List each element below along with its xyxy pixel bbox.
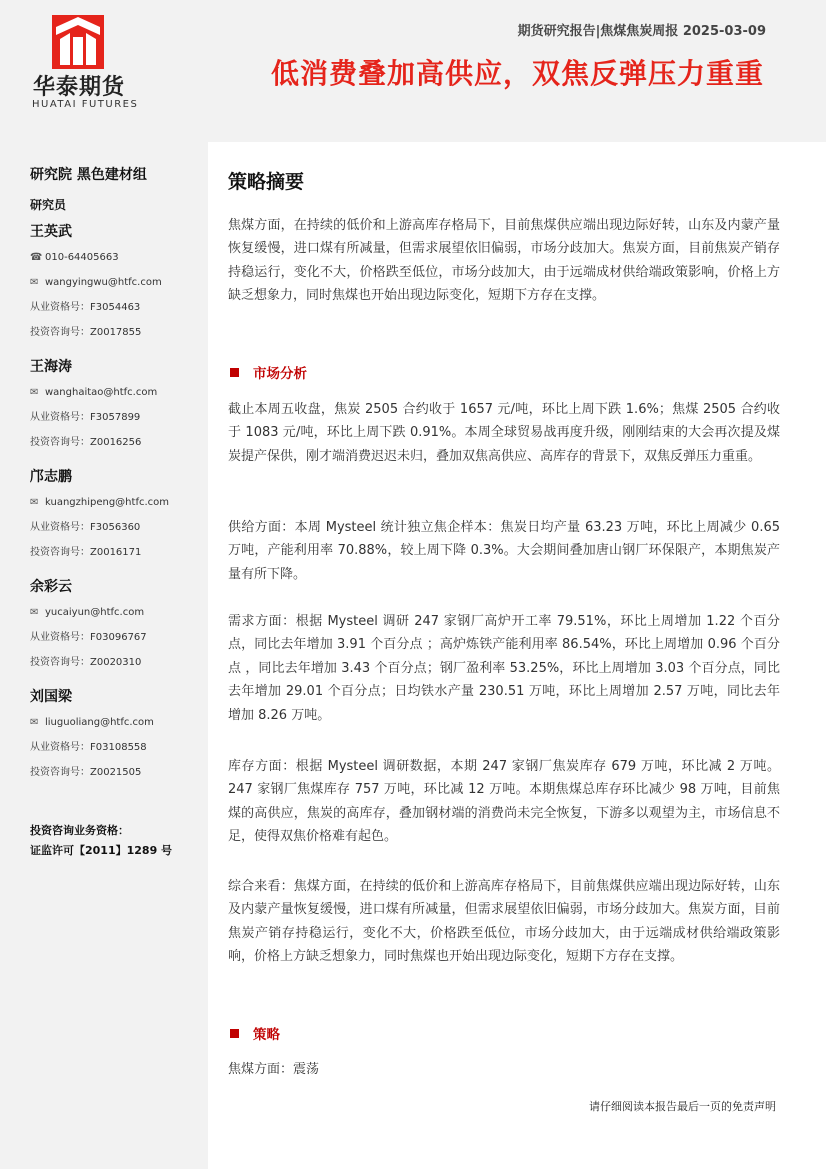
envelope-icon: ✉ [30,387,39,398]
market-paragraph-demand: 需求方面：根据 Mysteel 调研 247 家钢厂高炉开工率 79.51%，环比上周增加 1.22 个百分点，同比去年增加 3.91 个百分点 ；高炉炼铁产能利用率 86.54%，环比上周增加 0.96 个百分点 ，同比去年增加 3.43 个百分点；钢厂盈利率 53.25%，环比上周增加 3.03 个百分点，同比去年增加 29.01 个百分点；日均铁水产量 230.51 万吨，环比上周增加 2.57 万吨，同比去年增加 8.26 万吨。 [228,614,780,723]
analyst-consult-number: 投资咨询号：Z0017855 [30,327,142,338]
disclaimer-note: 请仔细阅读本报告最后一页的免责声明 [589,1100,776,1113]
envelope-icon: ✉ [30,497,39,508]
analyst-email[interactable]: ✉ wangyingwu@htfc.com [30,277,162,288]
analyst-consult-number: 投资咨询号：Z0020310 [30,657,142,668]
envelope-icon: ✉ [30,607,39,618]
envelope-icon: ✉ [30,277,39,288]
phone-icon: ☎ [30,252,43,263]
report-type-date: 期货研究报告|焦煤焦炭周报 2025-03-09 [517,24,766,39]
research-group: 研究院 黑色建材组 [30,167,147,183]
analyst-name: 王海涛 [30,359,72,375]
analyst-card [30,223,200,351]
red-square-bullet-icon [230,368,239,377]
report-title: 低消费叠加高供应，双焦反弹压力重重 [270,57,764,90]
market-analysis-heading: 市场分析 [230,362,307,382]
analyst-name: 余彩云 [30,579,72,595]
analyst-card [30,468,200,571]
analyst-email[interactable]: ✉ wanghaitao@htfc.com [30,387,158,398]
analyst-email[interactable]: ✉ liuguoliang@htfc.com [30,717,154,728]
analyst-consult-number: 投资咨询号：Z0016171 [30,547,142,558]
certification-block [30,821,172,861]
red-square-bullet-icon [230,1029,239,1038]
analyst-phone: ☎ 010-64405663 [30,252,119,263]
analyst-name: 王英武 [30,224,72,240]
cert-label: 投资咨询业务资格： [30,824,129,837]
analyst-email[interactable]: ✉ yucaiyun@htfc.com [30,607,145,618]
analyst-card [30,688,200,791]
huatai-logo-icon [52,15,104,69]
strategy-heading: 策略 [230,1023,280,1043]
logo-chinese-name: 华泰期货 [33,75,126,100]
market-paragraph-supply: 供给方面：本周 Mysteel 统计独立焦企样本：焦炭日均产量 63.23 万吨，环比上周减少 0.65 万吨，产能利用率 70.88%，较上周下降 0.3%。大会期间叠加唐山钢厂环保限产，本期焦炭产量有所下降。 [228,520,780,582]
analyst-qualification: 从业资格号：F3056360 [30,522,141,533]
analyst-qualification: 从业资格号：F03096767 [30,632,147,643]
analyst-card [30,358,200,461]
strategy-summary-title: 策略摘要 [228,171,305,193]
report-header [0,0,826,142]
analyst-qualification: 从业资格号：F03108558 [30,742,147,753]
cert-license: 证监许可【2011】1289 号 [30,844,173,857]
market-paragraph-conclusion: 综合来看：焦煤方面，在持续的低价和上游高库存格局下，目前焦煤供应端出现边际好转，山东及内蒙产量恢复缓慢，进口煤有所减量，但需求展望依旧偏弱，市场分歧加大。焦炭方面，目前焦炭产销存持稳运行，变化不大，价格跌至低位，市场分歧加大，由于远端成材供给端政策影响，价格上方缺乏想象力，同时焦煤也开始出现边际变化，短期下方存在支撑。 [228,879,780,965]
analyst-consult-number: 投资咨询号：Z0021505 [30,767,142,778]
market-paragraph-price: 截止本周五收盘，焦炭 2505 合约收于 1657 元/吨，环比上周下跌 1.6%；焦煤 2505 合约收于 1083 元/吨，环比上周下跌 0.91%。本周全球贸易战再度升级，刚刚结束的大会再次提及煤炭提产保供，刚才端消费迟迟未归，叠加双焦高供应、高库存的背景下，双焦反弹压力重重。 [228,402,780,464]
market-paragraph-inventory: 库存方面：根据 Mysteel 调研数据，本期 247 家钢厂焦炭库存 679 万吨，环比减 2 万吨。247 家钢厂焦煤库存 757 万吨，环比减 12 万吨。本期焦煤总库存环比减少 98 万吨，目前焦煤的高供应，焦炭的高库存，叠加钢材端的消费尚未完全恢复，下游多以观望为主，市场信息不足，使得双焦价格难有起色。 [228,759,780,845]
researcher-label: 研究员 [30,198,67,212]
analyst-name: 刘国梁 [30,689,72,705]
analyst-name: 邝志鹏 [30,469,72,485]
strategy-text: 焦煤方面：震荡 [228,1062,320,1077]
analyst-qualification: 从业资格号：F3057899 [30,412,141,423]
envelope-icon: ✉ [30,717,39,728]
summary-paragraph: 焦煤方面，在持续的低价和上游高库存格局下，目前焦煤供应端出现边际好转，山东及内蒙产量恢复缓慢，进口煤有所减量，但需求展望依旧偏弱，市场分歧加大。焦炭方面，目前焦炭产销存持稳运行，变化不大，价格跌至低位，市场分歧加大，由于远端成材供给端政策影响，价格上方缺乏想象力，同时焦煤也开始出现边际变化，短期下方存在支撑。 [228,218,780,304]
analyst-qualification: 从业资格号：F3054463 [30,302,141,313]
analyst-card [30,578,200,681]
analyst-email[interactable]: ✉ kuangzhipeng@htfc.com [30,497,169,508]
logo-english-name: HUATAI FUTURES [32,99,139,110]
analyst-consult-number: 投资咨询号：Z0016256 [30,437,142,448]
